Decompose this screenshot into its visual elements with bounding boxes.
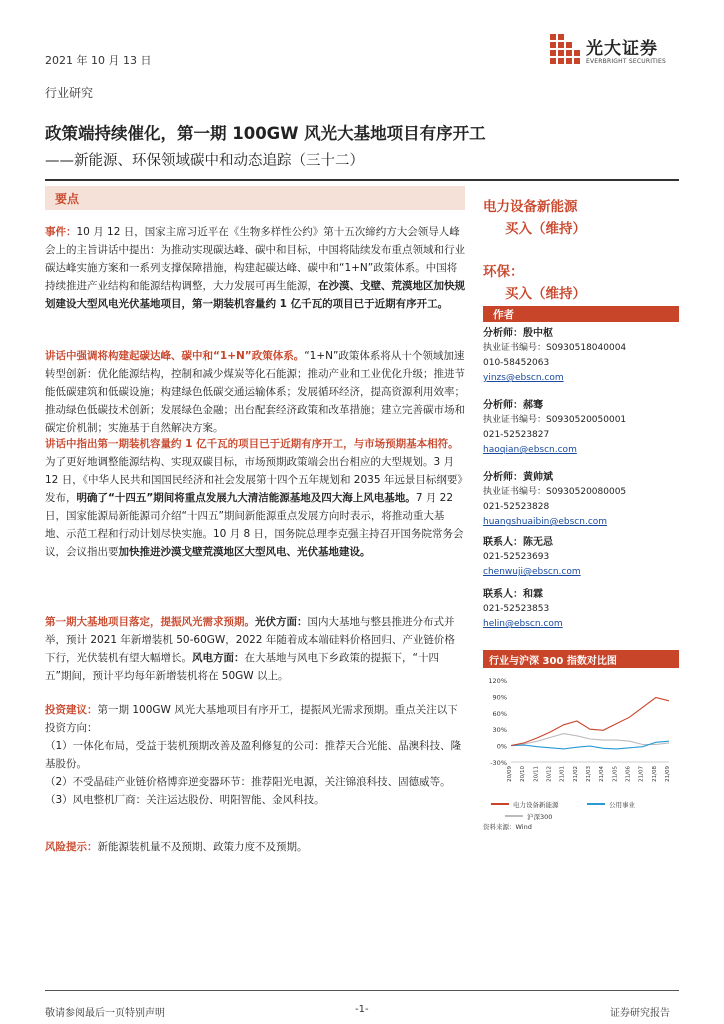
wind-text: 在大基地与风电下乡政策的提振下，“十四五”期间，预计平均每年新增装机将在 50GW 以上。 xyxy=(45,652,439,682)
analyst-email[interactable]: haoqian@ebscn.com xyxy=(483,445,577,455)
analyst-card xyxy=(483,470,679,530)
x-tick-label: 21/01 xyxy=(559,766,566,782)
y-tick-label: -30% xyxy=(490,759,507,767)
key-points-header xyxy=(45,186,465,210)
chart-header-label: 行业与沪深 300 指数对比图 xyxy=(489,656,617,667)
contact-phone: 021-52523693 xyxy=(483,552,550,562)
x-tick-label: 20/10 xyxy=(520,766,527,782)
paragraph-risk xyxy=(45,838,465,856)
investment-text: 第一期 100GW 风光大基地项目有序开工，提振风光需求预期。重点关注以下投资方向： xyxy=(45,704,458,734)
contact-card xyxy=(483,535,679,580)
y-tick-label: 30% xyxy=(492,726,507,735)
pv-label: 光伏方面： xyxy=(255,616,308,628)
sector-2: 环保： xyxy=(483,264,524,280)
y-tick-label: 60% xyxy=(492,709,507,718)
title-divider xyxy=(45,179,679,181)
contact-email[interactable]: helin@ebscn.com xyxy=(483,619,563,629)
x-tick-label: 21/03 xyxy=(586,766,592,782)
x-tick-label: 20/11 xyxy=(533,766,540,782)
index-comparison-chart xyxy=(483,672,679,832)
x-tick-label: 20/12 xyxy=(546,766,553,782)
demand-lead: 第一期大基地项目落定，提振风光需求预期。 xyxy=(45,616,255,628)
everbright-logo-icon xyxy=(548,32,582,66)
logo-subtitle: EVERBRIGHT SECURITIES xyxy=(586,58,666,65)
paragraph-plan xyxy=(45,435,465,561)
analyst-cert: 执业证书编号：S0930518040004 xyxy=(483,343,627,353)
key-points-label: 要点 xyxy=(55,192,80,206)
risk-text: 新能源装机量不及预期、政策力度不及预期。 xyxy=(97,841,308,853)
paragraph-policy xyxy=(45,347,465,437)
x-tick-label: 21/09 xyxy=(665,766,671,782)
rating-1: 买入（维持） xyxy=(505,221,586,237)
analyst-card xyxy=(483,398,679,458)
legend-label: 沪深300 xyxy=(527,813,553,821)
contact-card xyxy=(483,587,679,632)
analyst-email[interactable]: huangshuaibin@ebscn.com xyxy=(483,517,608,527)
x-tick-label: 21/08 xyxy=(651,766,658,782)
wind-label: 风电方面： xyxy=(192,652,245,664)
analyst-phone: 010-58452063 xyxy=(483,358,550,368)
footer-divider xyxy=(45,990,679,991)
report-title: 政策端持续催化，第一期 100GW 风光大基地项目有序开工 xyxy=(45,124,486,143)
rating-2: 买入（维持） xyxy=(505,286,586,302)
x-tick-label: 21/02 xyxy=(572,766,579,782)
y-tick-label: 90% xyxy=(492,693,507,702)
analyst-name: 分析师：郝骞 xyxy=(483,400,543,411)
plan-text-1: 为了更好地调整能源结构、实现双碳目标，市场预期政策端会出台相应的大型规划。3 月 12 日，《中华人民共和国国民经济和社会发展第十四个五年规划和 2035 年远景目标纲要》发布， xyxy=(45,456,463,504)
series-line xyxy=(511,741,669,749)
investment-item-3: （3）风电整机厂商：关注运达股份、明阳智能、金风科技。 xyxy=(45,794,325,806)
analyst-card xyxy=(483,326,679,386)
event-lead: 事件： xyxy=(45,226,77,238)
page-number: -1- xyxy=(355,1004,369,1015)
paragraph-event xyxy=(45,223,465,313)
logo-text: 光大证券 xyxy=(586,39,658,59)
y-tick-label: 120% xyxy=(488,677,507,685)
y-tick-label: 0% xyxy=(496,742,507,751)
plan-bold-2: 加快推进沙漠戈壁荒漠地区大型风电、光伏基地建设。 xyxy=(118,546,371,558)
event-bold: 在沙漠、戈壁、荒漠地区加快规划建设大型风电光伏基地项目，第一期装机容量约 1 亿千瓦的项目已于近期有序开工。 xyxy=(45,280,465,310)
analyst-phone: 021-52523828 xyxy=(483,502,550,512)
plan-lead: 讲话中指出第一期装机容量约 1 亿千瓦的项目已于近期有序开工，与市场预期基本相符。 xyxy=(45,438,459,450)
x-tick-label: 21/05 xyxy=(612,766,619,782)
report-subtitle: ——新能源、环保领域碳中和动态追踪（三十二） xyxy=(45,153,364,169)
authors-header xyxy=(483,306,679,322)
x-tick-label: 20/09 xyxy=(507,766,513,782)
contact-email[interactable]: chenwuji@ebscn.com xyxy=(483,567,581,577)
investment-item-2: （2）不受晶硅产业链价格博弈逆变器环节：推荐阳光电源，关注锦浪科技、固德威等。 xyxy=(45,776,451,788)
investment-lead: 投资建议： xyxy=(45,704,98,716)
analyst-cert: 执业证书编号：S0930520050001 xyxy=(483,415,627,425)
footer-report-type: 证券研究报告 xyxy=(610,1008,670,1019)
analyst-email[interactable]: yinzs@ebscn.com xyxy=(483,373,564,383)
contact-name: 联系人：陈无忌 xyxy=(483,537,553,548)
analyst-cert: 执业证书编号：S0930520080005 xyxy=(483,487,627,497)
report-date: 2021 年 10 月 13 日 xyxy=(45,54,152,67)
legend-label: 公用事业 xyxy=(609,801,635,809)
plan-text-2: 7 月 22 日，国家能源局新能源司介绍“十四五”期间新能源重点发展方向时表示，将推动重大基地、示范工程和行动计划尽快实施。10 月 8 日，国务院总理李克强主持召开国务院常务会议，会议指出要 xyxy=(45,492,464,558)
plan-bold-1: 明确了“十四五”期间将重点发展九大清洁能源基地及四大海上风电基地。 xyxy=(76,492,416,504)
contact-name: 联系人：和霖 xyxy=(483,589,543,600)
legend-label: 电力设备新能源 xyxy=(513,801,559,809)
report-category: 行业研究 xyxy=(45,86,94,100)
authors-label: 作者 xyxy=(493,309,514,321)
series-line xyxy=(511,698,669,746)
paragraph-investment xyxy=(45,701,465,809)
policy-lead: 讲话中强调将构建起碳达峰、碳中和“1+N”政策体系。 xyxy=(45,350,305,362)
risk-lead: 风险提示： xyxy=(45,841,98,853)
policy-text: “1+N”政策体系将从十个领域加速转型创新：优化能源结构，控制和减少煤炭等化石能源；推动产业和工业优化升级；推进节能低碳建筑和低碳设施；构建绿色低碳交通运输体系；发展循环经济，提高资源利用效率；推动绿色低碳技术创新；发展绿色金融；出台配套经济政策和改革措施；建立完善碳市场和碳定价机制；实施基于自然解决方案。 xyxy=(45,350,465,434)
sector-1: 电力设备新能源 xyxy=(483,199,578,215)
paragraph-demand xyxy=(45,613,465,685)
x-tick-label: 21/04 xyxy=(599,766,606,782)
event-text: 10 月 12 日，国家主席习近平在《生物多样性公约》第十五次缔约方大会领导人峰会上的主旨讲话中提出：为推动实现碳达峰、碳中和目标，中国将陆续发布重点领域和行业碳达峰实施方案和一系列支撑保障措施，构建起碳达峰、碳中和“1+N”政策体系。中国将持续推进产业结构和能源结构调整，大力发展可再生能源， xyxy=(45,226,465,292)
x-tick-label: 21/07 xyxy=(638,766,645,782)
analyst-name: 分析师：黄帅斌 xyxy=(483,472,553,483)
series-line xyxy=(511,734,669,746)
investment-item-1: （1）一体化布局，受益于装机预期改善及盈利修复的公司：推荐天合光能、晶澳科技、隆基股份。 xyxy=(45,740,462,770)
contact-phone: 021-52523853 xyxy=(483,604,550,614)
analyst-phone: 021-52523827 xyxy=(483,430,550,440)
footer-disclaimer: 敬请参阅最后一页特别声明 xyxy=(45,1008,165,1019)
pv-text: 国内大基地与整县推进分布式并举，预计 2021 年新增装机 50-60GW，2022 年随着成本端硅料价格回归、产业链价格下行，光伏装机有望大幅增长。 xyxy=(45,616,455,664)
x-tick-label: 21/06 xyxy=(625,766,632,782)
chart-header xyxy=(483,650,679,668)
chart-source: 资料来源：Wind xyxy=(483,823,532,831)
analyst-name: 分析师：殷中枢 xyxy=(483,328,553,339)
